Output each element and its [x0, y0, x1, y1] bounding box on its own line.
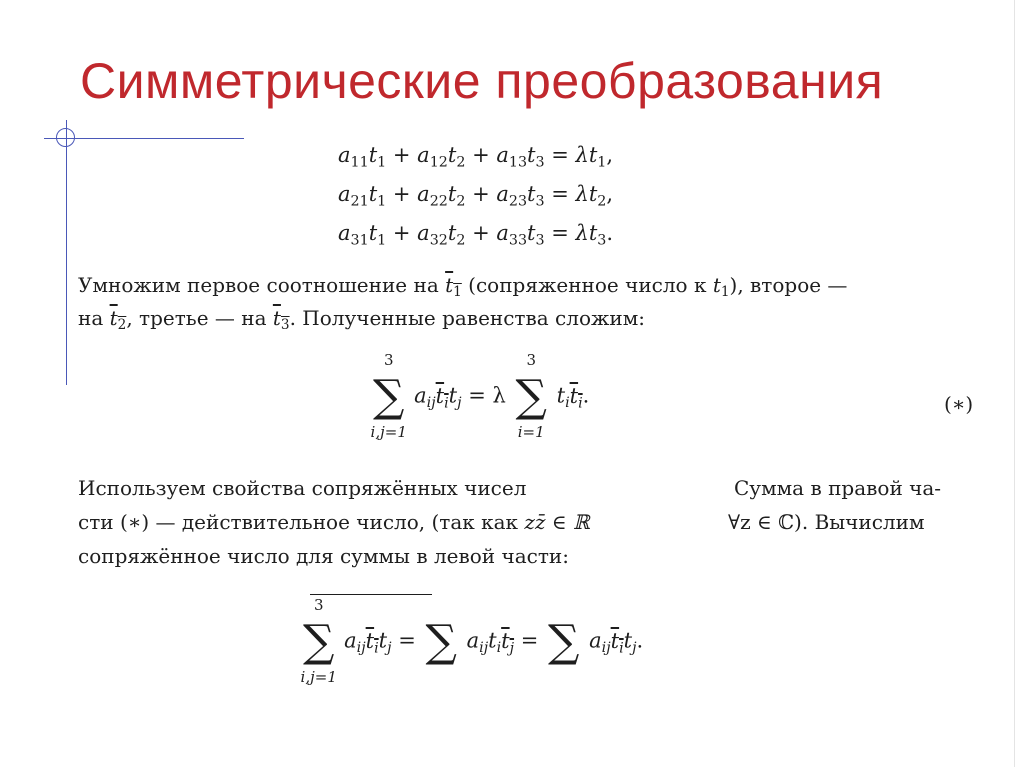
decor-circle-icon: [56, 128, 75, 147]
paragraph-2-line-3: [78, 544, 569, 568]
sum-equation-star: 3 ∑ i,j=1 $a_{ij}t_it_j = \lambda$ 3 ∑ i=1 $t_it_i$.: [370, 375, 589, 419]
equation-line-2: $a_{21}t_1 + a_{22}t_2 + a_{23}t_3 = \lambda t_2$,: [338, 182, 614, 210]
sigma-ij-conj: 3 ∑ i,j=1: [303, 620, 334, 664]
para2-text-d: zz̄ ∈ ℝ: [524, 510, 590, 534]
para1-text-e: , третье — на: [126, 306, 267, 330]
paragraph-2-line-1-right: [734, 476, 941, 500]
para1-text-c: ), второе —: [729, 273, 848, 297]
sigma-plain-1: ∑: [425, 616, 457, 667]
para1-text-d: на: [78, 306, 104, 330]
sigma-lower-limit-2: i=1: [517, 423, 545, 441]
equation-line-1: $a_{11}t_1 + a_{12}t_2 + a_{13}t_3 = \lambda t_1$,: [338, 143, 614, 171]
slide-edge-line: [1014, 0, 1015, 767]
para1-text-b: (сопряженное число к: [468, 273, 707, 297]
sigma-upper-limit: 3: [383, 351, 394, 369]
paragraph-2-line-1: [78, 476, 526, 500]
sigma-plain-2: ∑: [548, 616, 580, 667]
paragraph-2-line-2: [78, 510, 590, 534]
sigma-upper-limit-2: 3: [526, 351, 536, 369]
sigma-ij: 3 ∑ i,j=1: [373, 375, 404, 419]
para2-text-b: Сумма в правой ча-: [734, 476, 942, 500]
slide-title: Симметрические преобразования: [80, 53, 884, 109]
paragraph-2-line-2-right: [728, 510, 925, 534]
para1-text-a: Умножим первое соотношение на: [78, 273, 439, 297]
equation-tag-star: (∗): [944, 392, 974, 416]
conjugate-sum-equation: 3 ∑ i,j=1 $a_{ij}t_it_j$ = ∑ $a_{ij}t_it_j$ = ∑ $a_{ij}t_it_j$.: [300, 620, 643, 664]
paragraph-1-line-1: Умножим первое соотношение на $\overline{t}_1$ (сопряженное число к $t_1$), второе —: [78, 273, 848, 301]
sigma-upper-limit-3: 3: [313, 596, 324, 614]
sigma-i: 3 ∑ i=1: [516, 375, 547, 419]
para2-text-a: Используем свойства сопряжённых чисел: [78, 476, 527, 500]
para2-text-c: сти (∗) — действительное число, (так как: [78, 510, 519, 534]
lambda-symbol: λ: [492, 383, 506, 408]
sigma-lower-limit: i,j=1: [370, 423, 407, 441]
para1-text-f: . Полученные равенства сложим:: [289, 306, 646, 330]
equation-line-3: $a_{31}t_1 + a_{32}t_2 + a_{33}t_3 = \lambda t_3$.: [338, 221, 614, 249]
para2-text-f: сопряжённое число для суммы в левой части:: [78, 544, 569, 568]
paragraph-1-line-2: на $\overline{t}_2$, третье — на $\overline{t}_3$. Полученные равенства сложим:: [78, 306, 646, 334]
sigma-lower-limit-3: i,j=1: [300, 668, 337, 686]
para2-text-e: ∀z ∈ ℂ). Вычислим: [728, 510, 925, 534]
conjugate-overline: [310, 594, 432, 595]
decor-vertical-line: [66, 120, 67, 385]
